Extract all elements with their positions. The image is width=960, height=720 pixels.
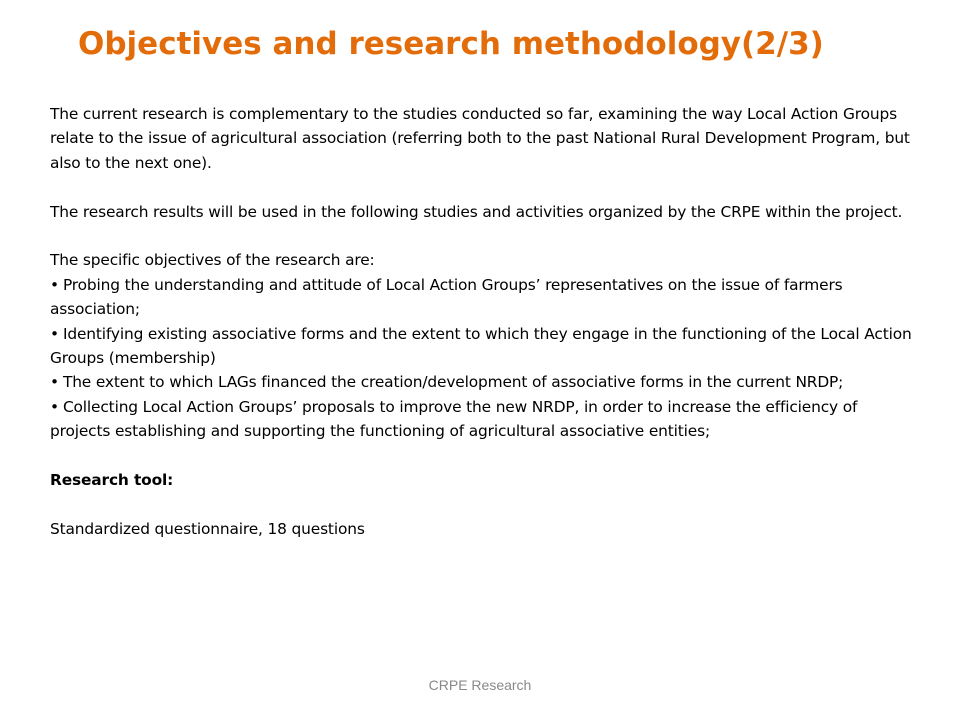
research-tool-text: Standardized questionnaire, 18 questions [50,519,365,538]
intro-paragraph: The current research is complementary to the studies conducted so far, examining the way Local Action Groups relate to the issue of agricultural association (referring both to the past National Rural Development Program, but also to the next one). [50,105,910,172]
objective-item [50,395,916,444]
objective-item [50,322,916,371]
slide-body [50,102,916,541]
paragraph-gap [50,175,916,199]
paragraph-gap [50,224,916,248]
bullet-icon: • [50,397,59,416]
objective-text: Identifying existing associative forms and the extent to which they engage in the functioning of the Local Action Groups (membership) [50,324,912,368]
bullet-icon: • [50,275,59,294]
slide-title: Objectives and research methodology(2/3) [78,26,824,62]
objectives-heading: The specific objectives of the research are: [50,251,375,270]
objective-text: Collecting Local Action Groups’ proposals to improve the new NRDP, in order to increase the efficiency of projects establishing and supporting the functioning of agricultural associative entities; [50,397,858,441]
objectives-list [50,273,916,444]
bullet-icon: • [50,373,59,392]
slide-footer: CRPE Research [428,677,532,693]
objective-text: Probing the understanding and attitude of Local Action Groups’ representatives on the issue of farmers association; [50,275,843,319]
results-paragraph: The research results will be used in the following studies and activities organized by the CRPE within the project. [50,202,903,221]
objective-item [50,273,916,322]
paragraph-gap [50,492,916,516]
objective-item [50,370,916,394]
paragraph-gap [50,444,916,468]
objective-text: The extent to which LAGs financed the creation/development of associative forms in the current NRDP; [62,373,844,392]
research-tool-heading: Research tool: [50,471,174,490]
bullet-icon: • [50,324,59,343]
